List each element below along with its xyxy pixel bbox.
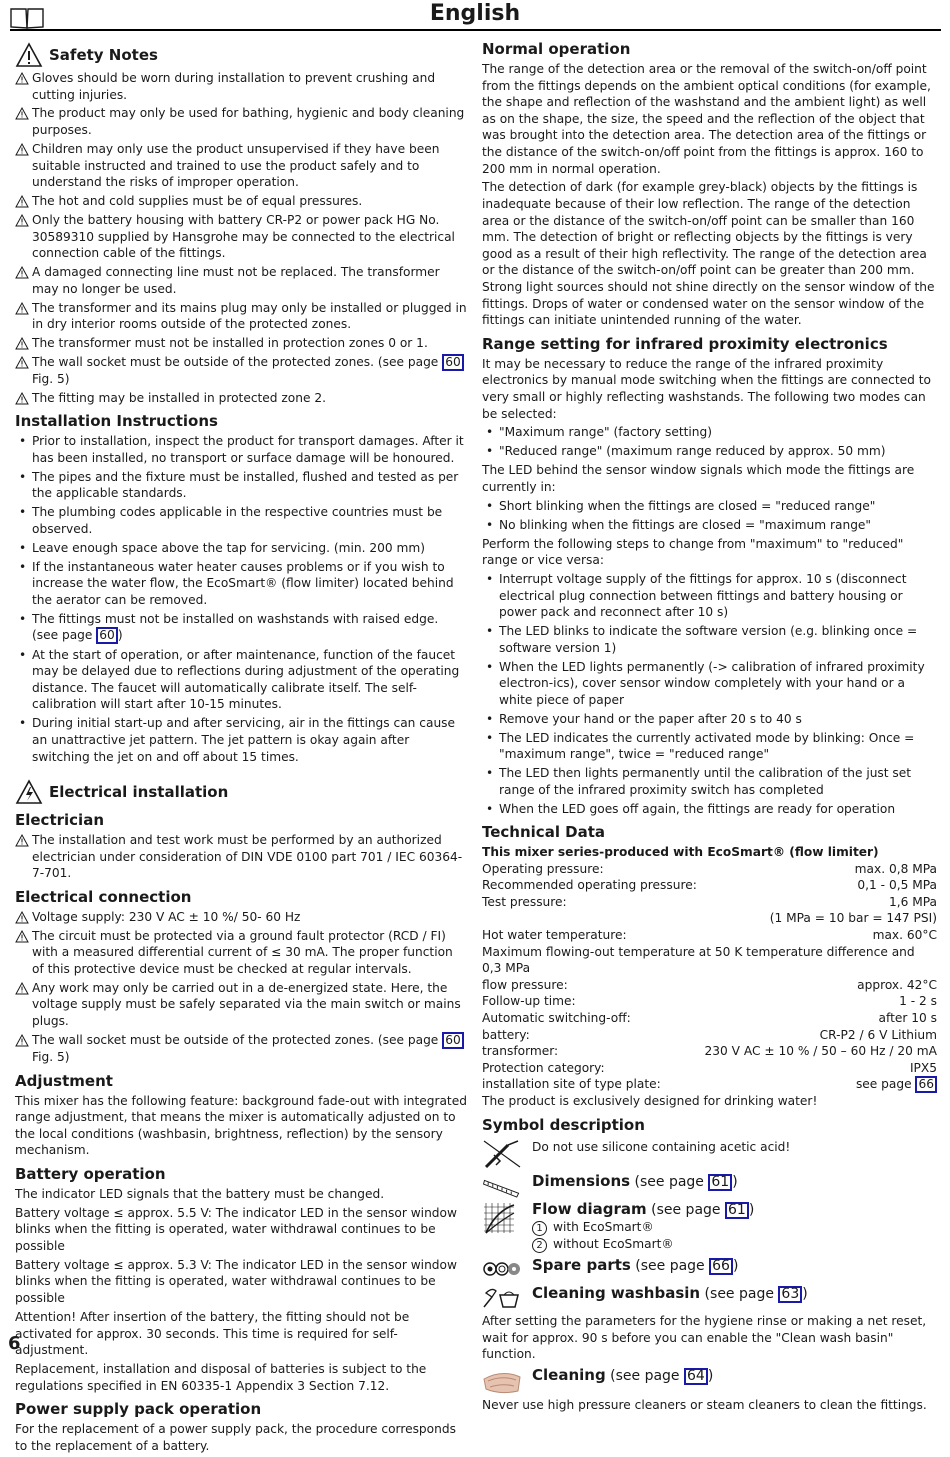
power-supply-heading: Power supply pack operation [15,1400,262,1419]
warning-icon [15,195,29,208]
led-item: • Short blinking when the fittings are closed = "reduced range" [482,498,937,515]
electrician-note: The installation and test work must be performed by an authorized electrician under consideration of DIN VDE 0100 part 701 / IEC 60364-7-701. [15,832,468,882]
page-link[interactable]: 60 [96,627,118,644]
warning-icon [15,392,29,405]
tech-row: Maximum flowing-out temperature at 50 K temperature difference and 0,3 MPa [482,944,915,976]
safety-note: A damaged connecting line must not be replaced. The transformer may no longer be used. [15,264,468,297]
warning-icon [15,930,29,943]
page-number: 6 [8,1333,21,1354]
safety-note: Gloves should be worn during installation to prevent crushing and cutting injuries. [15,70,468,103]
tech-row: Test pressure: 1,6 MPa [482,894,937,909]
technical-data-heading: Technical Data [482,823,606,842]
electrical-note: Any work may only be carried out in a de-energized state. Here, the voltage supply must be safely separated via the main switch or mains plugs. [15,980,468,1030]
safety-notes-list [15,70,468,352]
warning-icon [15,911,29,924]
installation-item: • If the instantaneous water heater causes problems or if you wish to increase the water flow, the EcoSmart® (flow limiter) located behind the aerator can be removed. [15,559,468,609]
flow-option-1: 1 with EcoSmart® [532,1219,754,1236]
power-supply-text: For the replacement of a power supply pack, the procedure corresponds to the replacement of a battery. [15,1422,456,1453]
right-column [482,40,937,1416]
drinking-water-note: The product is exclusively designed for drinking water! [482,1094,818,1109]
tech-row: (1 MPa = 10 bar = 147 PSI) [769,911,937,926]
cleaning-cloth-icon [482,1367,522,1395]
tech-row: flow pressure: approx. 42°C [482,977,937,992]
symbol-dimensions: Dimensions (see page 61 ) [482,1173,937,1197]
battery-paragraph: Battery voltage ≤ approx. 5.5 V: The indicator LED in the sensor window blinks when the fitting is operated, water withdrawal continues to be possible [15,1205,457,1253]
safety-note: Only the battery housing with battery CR-P2 or power pack HG No. 30589310 supplied by Hansgrohe may be connected to the electrical connection cable of the fittings. [15,212,468,262]
step-item: • Remove your hand or the paper after 20 s to 40 s [482,711,937,728]
header-divider [10,29,941,31]
tech-row: Recommended operating pressure: 0,1 - 0,5 MPa [482,878,937,893]
installation-item: • Leave enough space above the tap for servicing. (min. 200 mm) [15,540,468,557]
flow-option-2: 2 without EcoSmart® [532,1236,754,1253]
ruler-icon [482,1173,522,1197]
warning-icon [15,214,29,227]
installation-item: • The fittings must not be installed on washstands with raised edge. (see page 60 ) [15,611,468,645]
page-link[interactable]: 60 [442,354,464,371]
warning-icon [15,337,29,350]
warning-icon [15,42,43,68]
warning-icon [15,107,29,120]
installation-list [15,433,468,608]
warning-icon [15,302,29,315]
page-link[interactable]: 66 [915,1076,937,1093]
range-mode-item: • "Reduced range" (maximum range reduced by approx. 50 mm) [482,443,937,460]
step-item: • The LED then lights permanently until the calibration of the just set range of the infrared proximity switch has completed [482,765,937,798]
led-item: • No blinking when the fittings are closed = "maximum range" [482,517,937,534]
safety-note: The fitting may be installed in protected zone 2. [15,390,468,407]
electrical-note: Voltage supply: 230 V AC ± 10 %/ 50- 60 Hz [15,909,468,926]
safety-notes-heading: Safety Notes [15,42,468,68]
steps-text: Perform the following steps to change from "maximum" to "reduced" range or vice versa: [482,536,904,568]
installation-item: • Prior to installation, inspect the product for transport damages. After it has been installed, no transport or surface damage will be honoured. [15,433,468,466]
battery-paragraphs [15,1186,468,1394]
normal-operation-paragraph: The detection of dark (for example grey-black) objects by the fittings is inadequate because of their low reflection. The range of the detection area or the distance of the switch-on/off point can be smaller than 160 mm. The detection of bright or reflecting objects by the fittings is very good as a result of their high reflectivity. The range of the detection area or the distance of the switch-on/off point can be greater than 200 mm. Strong light sources should not shine directly on the sensor window of the fittings. Drops of water or condensed water on the sensor window of the fittings can initiate unintended running of the water. [482,180,935,328]
electrical-warning-icon [15,779,43,805]
symbol-cleaning-washbasin: Cleaning washbasin (see page 63 ) [482,1285,937,1309]
adjustment-text: This mixer has the following feature: background fade-out with integrated range adjustment, that means the mixer is automatically adjusted on to the local conditions (washbasin, brightness, reflection) by the sensory mechanism. [15,1093,467,1158]
silicone-gun-icon [482,1139,522,1169]
warning-icon [15,1034,29,1047]
safety-note: Children may only use the product unsupervised if they have been suitable instructed and trained to use the product safely and to understand the risks of improper operation. [15,141,468,191]
safety-note: The transformer and its mains plug may only be installed or plugged in in dry interior rooms outside of the protected zones. [15,300,468,333]
symbol-cleaning: Cleaning (see page 64 ) [482,1367,937,1395]
warning-icon [15,72,29,85]
tech-row: Operating pressure: max. 0,8 MPa [482,861,937,876]
warning-icon [15,143,29,156]
symbol-description-heading: Symbol description [482,1116,645,1134]
warning-icon [15,266,29,279]
installation-list-cont [15,647,468,765]
steps-list [482,571,937,817]
tech-row: Automatic switching-off: after 10 s [482,1011,937,1026]
installation-item: • The plumbing codes applicable in the respective countries must be observed. [15,504,468,537]
adjustment-heading: Adjustment [15,1071,113,1090]
battery-heading: Battery operation [15,1164,166,1183]
range-intro: It may be necessary to reduce the range of the infrared proximity electronics by manual mode switching when the fittings are connected to very small or highly reflecting washstands. The following two modes can be selected: [482,356,931,421]
normal-operation-text [482,61,937,329]
battery-paragraph: Attention! After insertion of the battery, the fitting should not be activated for approx. 30 seconds. This time is required for self-adjustment. [15,1309,410,1358]
tech-row: Protection category: IPX5 [482,1060,937,1075]
safety-note: The transformer must not be installed in protection zones 0 or 1. [15,335,468,352]
battery-paragraph: Battery voltage ≤ approx. 5.3 V: The indicator LED in the sensor window blinks when the fitting is operated, water withdrawal continues to be possible [15,1257,457,1306]
installation-item: • At the start of operation, or after maintenance, function of the faucet may be delayed due to reflections during adjustment of the operating distance. The faucet will automatically calibrate itself. The self-calibration will start after 10-15 minutes. [15,647,468,713]
installation-item: • The pipes and the fixture must be installed, flushed and tested as per the applicable standards. [15,469,468,502]
tech-row: Hot water temperature: max. 60°C [482,928,937,943]
tech-row: Follow-up time: 1 - 2 s [482,994,937,1009]
step-item: • The LED blinks to indicate the software version (e.g. blinking once = software version 1) [482,623,937,656]
page-link[interactable]: 61 [708,1174,732,1191]
symbol-flow-diagram: Flow diagram (see page 61 ) 1 with EcoSmart® 2 without EcoSmart® [482,1201,937,1253]
installation-heading: Installation Instructions [15,412,218,431]
led-list [482,498,937,533]
tech-row: transformer: 230 V AC ± 10 % / 50 – 60 Hz / 20 mA [482,1044,937,1059]
tech-row: installation site of type plate: see page 66 [482,1076,937,1093]
page-link[interactable]: 63 [778,1286,802,1303]
warning-icon [15,834,29,847]
safety-note: The product may only be used for bathing, hygienic and body cleaning purposes. [15,105,468,138]
warning-icon [15,356,29,369]
electrical-note: The wall socket must be outside of the protected zones. (see page 60 Fig. 5) [15,1032,468,1066]
tech-row: battery: CR-P2 / 6 V Lithium [482,1027,937,1042]
cleaning-text: Never use high pressure cleaners or steam cleaners to clean the fittings. [482,1397,927,1412]
normal-operation-heading: Normal operation [482,40,631,58]
warning-icon [15,982,29,995]
range-modes-list [482,424,937,459]
technical-data-table [482,861,937,1077]
battery-paragraph: Replacement, installation and disposal of batteries is subject to the regulations specified in EN 60335-1 Appendix 3 Section 7.12. [15,1362,427,1393]
step-item: • When the LED lights permanently (-> calibration of infrared proximity electron-ics), cover sensor window completely with your hand or a white piece of paper [482,659,937,709]
electrical-heading: Electrical installation [15,779,468,805]
range-setting-heading: Range setting for infrared proximity electronics [482,334,888,353]
page-link[interactable]: 61 [725,1202,749,1219]
symbol-spare-parts: Spare parts (see page 66 ) [482,1257,937,1281]
flow-diagram-icon [482,1201,522,1235]
washbasin-cleaning-icon [482,1285,522,1309]
page-link[interactable]: 66 [709,1258,733,1275]
page-link[interactable]: 64 [684,1368,708,1385]
left-column [15,40,468,1457]
page-title: English [429,1,521,26]
safety-note: The hot and cold supplies must be of equal pressures. [15,193,468,210]
range-mode-item: • "Maximum range" (factory setting) [482,424,937,441]
electrician-heading: Electrician [15,811,104,830]
spare-parts-icon [482,1257,522,1281]
page-link[interactable]: 60 [442,1032,464,1049]
step-item: • Interrupt voltage supply of the fittings for approx. 10 s (disconnect electrical plug connection between fittings and battery housing or power pack and reconnect after 10 s) [482,571,937,621]
electrical-connection-list [15,909,468,1030]
battery-paragraph: The indicator LED signals that the battery must be changed. [15,1186,385,1201]
installation-item: • During initial start-up and after servicing, air in the fittings can cause an unattractive jet pattern. The jet pattern is okay again after switching the jet on and off about 15 times. [15,715,468,765]
washbasin-text: After setting the parameters for the hygiene rinse or making a net reset, wait for approx. 90 s before you can enable the "Clean wash basin" function. [482,1314,927,1362]
safety-note: The wall socket must be outside of the protected zones. (see page 60 Fig. 5) [15,354,468,388]
led-text: The LED behind the sensor window signals which mode the fittings are currently in: [482,463,915,494]
normal-operation-paragraph: The range of the detection area or the removal of the switch-on/off point from the fittings depends on the ambient optical conditions (for example, the shape and reflection of the washstand and the ambient light) as well as on the shape, the size, the speed and the reflection of the object that was brought into the detection area. The detection area of the fittings or the distance of the switch-on/off point from the fittings is approx. 160 to 200 mm in normal operation. [482,62,931,176]
step-item: • When the LED goes off again, the fittings are ready for operation [482,801,937,818]
electrical-connection-heading: Electrical connection [15,887,192,906]
symbol-silicone: Do not use silicone containing acetic acid! [482,1139,937,1169]
electrical-note: The circuit must be protected via a ground fault protector (RCD / FI) with a measured differential current of ≤ 30 mA. The proper function of this protective device must be checked at regular intervals. [15,928,468,978]
step-item: • The LED indicates the currently activated mode by blinking: Once = "maximum range", twice = "reduced range" [482,730,937,763]
technical-data-subtitle: This mixer series-produced with EcoSmart® (flow limiter) [482,845,879,860]
